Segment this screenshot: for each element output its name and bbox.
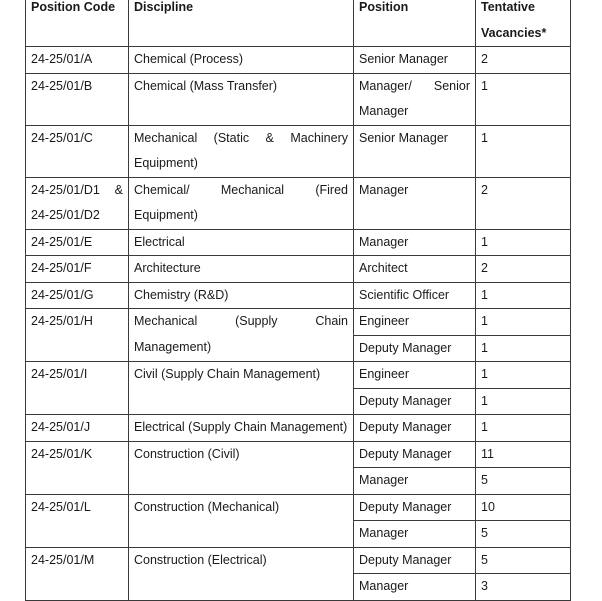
cell-code: 24-25/01/I — [26, 362, 129, 415]
table-row — [26, 177, 571, 229]
cell-vacancies: 1 — [476, 335, 571, 362]
cell-code: 24-25/01/H — [26, 309, 129, 362]
cell-vacancies: 10 — [476, 494, 571, 521]
cell-discipline-line2: Equipment) — [134, 156, 198, 170]
cell-code — [26, 177, 129, 229]
table-row — [26, 441, 571, 468]
cell-vacancies: 5 — [476, 468, 571, 495]
header-position: Position — [354, 0, 476, 47]
cell-vacancies: 2 — [476, 177, 571, 229]
cell-discipline — [129, 125, 354, 177]
header-row — [26, 0, 571, 47]
cell-position: Manager — [354, 229, 476, 256]
cell-discipline: Chemical (Mass Transfer) — [129, 73, 354, 125]
cell-code: 24-25/01/J — [26, 415, 129, 442]
cell-vacancies: 1 — [476, 73, 571, 125]
cell-code: 24-25/01/K — [26, 441, 129, 494]
cell-position: Deputy Manager — [354, 335, 476, 362]
cell-vacancies: 1 — [476, 125, 571, 177]
cell-vacancies: 1 — [476, 362, 571, 389]
cell-position: Senior Manager — [354, 47, 476, 74]
header-position-code: Position Code — [26, 0, 129, 47]
cell-code-line1: 24-25/01/D1 & — [31, 182, 123, 197]
cell-discipline: Civil (Supply Chain Management) — [129, 362, 354, 415]
cell-code: 24-25/01/L — [26, 494, 129, 547]
header-vacancies — [476, 0, 571, 47]
cell-discipline-line1: Chemical/ Mechanical (Fired — [134, 182, 348, 197]
header-vacancies-line1: Tentative — [481, 0, 535, 14]
cell-discipline-line1: Mechanical (Static & Machinery — [134, 130, 348, 145]
cell-position-line1: Manager/ Senior — [359, 78, 470, 93]
cell-position: Senior Manager — [354, 125, 476, 177]
table-row — [26, 309, 571, 336]
cell-code: 24-25/01/E — [26, 229, 129, 256]
cell-vacancies: 1 — [476, 415, 571, 442]
cell-vacancies: 2 — [476, 256, 571, 283]
cell-position: Manager — [354, 177, 476, 229]
cell-code: 24-25/01/G — [26, 282, 129, 309]
cell-code: 24-25/01/A — [26, 47, 129, 74]
table-row — [26, 125, 571, 177]
cell-discipline-line2: Management) — [134, 339, 212, 354]
cell-position: Scientific Officer — [354, 282, 476, 309]
cell-code-line2: 24-25/01/D2 — [31, 208, 100, 222]
cell-discipline: Architecture — [129, 256, 354, 283]
cell-discipline: Chemical (Process) — [129, 47, 354, 74]
cell-position: Manager — [354, 521, 476, 548]
cell-discipline-line1: Mechanical (Supply Chain — [134, 314, 348, 328]
cell-position: Manager — [354, 574, 476, 601]
header-vacancies-line2: Vacancies* — [481, 25, 547, 40]
cell-discipline — [129, 177, 354, 229]
cell-vacancies: 1 — [476, 309, 571, 336]
cell-code: 24-25/01/C — [26, 125, 129, 177]
cell-position: Deputy Manager — [354, 441, 476, 468]
table-row — [26, 415, 571, 442]
cell-position-line2: Manager — [359, 104, 409, 118]
cell-vacancies: 2 — [476, 47, 571, 74]
table-row — [26, 229, 571, 256]
cell-position: Manager — [354, 468, 476, 495]
cell-discipline-line2: Equipment) — [134, 208, 198, 222]
cell-position: Deputy Manager — [354, 494, 476, 521]
table-row — [26, 256, 571, 283]
cell-position — [354, 73, 476, 125]
table-row — [26, 282, 571, 309]
cell-position: Engineer — [354, 362, 476, 389]
cell-vacancies: 5 — [476, 521, 571, 548]
cell-position: Deputy Manager — [354, 388, 476, 415]
cell-position: Engineer — [354, 309, 476, 336]
table-row — [26, 494, 571, 521]
header-discipline: Discipline — [129, 0, 354, 47]
cell-vacancies: 3 — [476, 574, 571, 601]
cell-discipline: Electrical — [129, 229, 354, 256]
cell-position: Deputy Manager — [354, 547, 476, 574]
cell-code: 24-25/01/F — [26, 256, 129, 283]
cell-discipline: Electrical (Supply Chain Management) — [129, 415, 354, 442]
table-row — [26, 73, 571, 125]
cell-vacancies: 5 — [476, 547, 571, 574]
cell-vacancies: 1 — [476, 282, 571, 309]
table-row — [26, 547, 571, 574]
cell-code: 24-25/01/M — [26, 547, 129, 600]
cell-discipline — [129, 309, 354, 362]
cell-position: Deputy Manager — [354, 415, 476, 442]
cell-discipline: Construction (Mechanical) — [129, 494, 354, 547]
cell-discipline: Construction (Electrical) — [129, 547, 354, 600]
cell-discipline: Chemistry (R&D) — [129, 282, 354, 309]
vacancies-table — [25, 0, 571, 601]
cell-discipline: Construction (Civil) — [129, 441, 354, 494]
cell-vacancies: 1 — [476, 388, 571, 415]
table-row — [26, 362, 571, 389]
cell-code: 24-25/01/B — [26, 73, 129, 125]
table-row — [26, 47, 571, 74]
cell-position: Architect — [354, 256, 476, 283]
cell-vacancies: 11 — [476, 441, 571, 468]
cell-vacancies: 1 — [476, 229, 571, 256]
